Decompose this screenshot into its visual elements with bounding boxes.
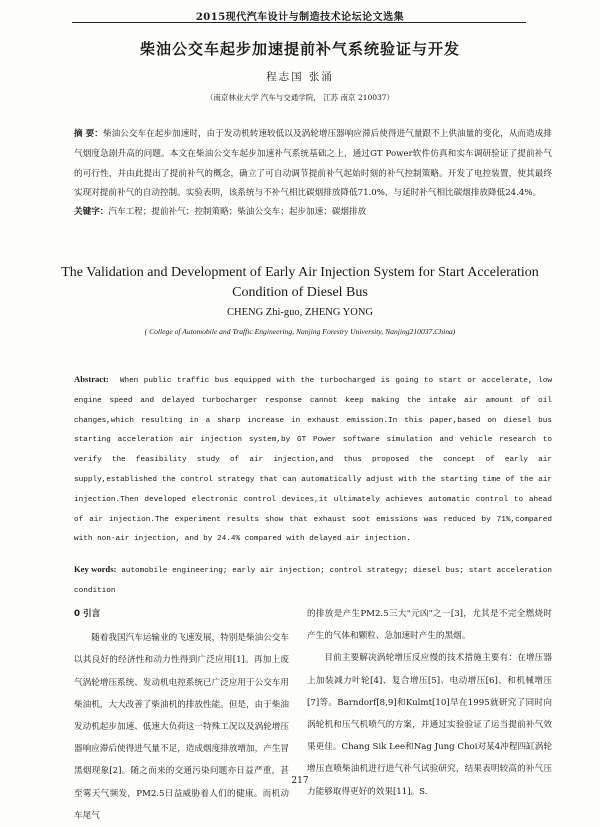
header-rule (72, 22, 526, 23)
section-heading-introduction: 0 引言 (74, 609, 101, 619)
english-authors: CHENG Zhi-guo, ZHENG YONG (226, 307, 373, 318)
english-keywords-text: automobile engineering; early air injection; control strategy; diesel bus; start acceleration condition (74, 567, 552, 595)
english-abstract-label: Abstract: (74, 374, 109, 384)
running-header: 2015现代汽车设计与制造技术论坛论文选集 (195, 12, 405, 23)
english-keywords (74, 560, 552, 602)
chinese-abstract (74, 125, 552, 204)
english-abstract (74, 370, 552, 550)
chinese-affiliation: （南京林业大学 汽车与交通学院， 江苏 南京 210037） (205, 93, 395, 102)
chinese-abstract-text: 柴油公交车在起步加速时，由于发动机转速较低以及涡轮增压器响应滞后使得进气量跟不上供油量的变化，从而造成排气烟度急剧升高的问题。本文在柴油公交车起步加速补气系统基础之上，通过GT Power软件仿真和实车调研验证了提前补气的可行性，并由此提出了提前补气的概念，确立了可自动调节提前补气起始时刻的补气控制策略。开发了电控装置，使其最终实现对提前补气的自动控制。实验表明，该系统与不补气相比碳烟排放降低71.0%，与延时补气相比碳烟排放降低24.4%。 (74, 129, 552, 199)
english-abstract-text: When public traffic bus equipped with the turbocharged is going to start or accelerate, low engine speed and delayed turbocharger response cannot keep making the intake air amount of oil changes,which resulting in a sharp increase in exhaust emission.In this paper,based on diesel bus starting acceleration air injection system,by GT Power software simulation and vehicle research to verify the feasibility study of air injection,and thus proposed the concept of early air supply,established the control strategy that can automatically adjust with the starting time of the air injection.Then developed electronic control devices,it ultimately achieves automatic control to ahead of air injection.The experiment results show that exhaust soot emissions was reduced by 71%,compared with non-air injection, and by 24.4% compared with delayed air injection. (74, 377, 552, 544)
chinese-authors: 程志国 张涌 (266, 71, 334, 83)
english-title-line1: The Validation and Development of Early Air Injection System for Start Acceleration (61, 265, 539, 280)
english-title (0, 263, 600, 303)
page-number: 217 (291, 776, 309, 786)
chinese-title: 柴油公交车起步加速提前补气系统验证与开发 (139, 40, 460, 58)
chinese-keywords (74, 203, 552, 223)
chinese-abstract-label: 摘 要： (74, 129, 103, 139)
introduction-paragraph-2: 目前主要解决涡轮增压反应慢的技术措施主要有：在增压器上加装减力叶轮[4]、复合增压[5]、电动增压[6]、和机械增压[7]等。Barndorf[8,9]和Kulmt[10]早在1995就研究了同时向涡轮机和压气机喷气的方案，并通过实验验证了运当提前补气效果更佳。Chang Sik Lee和Nag Jung Choi对某4冲程四缸涡轮增压直喷柴油机进行进气补气试验研究，结果表明较高的补气压力能够取得更好的效果[11]。S. (307, 653, 552, 797)
chinese-keywords-text: 汽车工程；提前补气；控制策略；柴油公交车；起步加速；碳烟排放 (108, 207, 367, 217)
introduction-paragraph-continued: 的排放是产生PM2.5三大"元凶"之一[3]，尤其是不完全燃烧时产生的气体和颗粒、急加速时产生的黑烟。 (307, 609, 552, 642)
chinese-keywords-label: 关键字： (74, 207, 109, 217)
english-keywords-label: Key words: (74, 564, 117, 574)
english-title-line2: Condition of Diesel Bus (232, 285, 368, 300)
body-column-left (74, 603, 289, 827)
english-affiliation: ( College of Automobile and Traffic Engineering, Nanjing Forestry University, Nanjing210037,China) (144, 327, 456, 336)
body-column-right (307, 603, 552, 803)
introduction-paragraph: 随着我国汽车运输业的飞速发展，特别是柴油公交车以其良好的经济性和动力性得到广泛应用[1]。再加上废气涡轮增压系统、发动机电控系统已广泛应用于公交车用柴油机，大大改善了柴油机的排放性能。但是，由于柴油发动机起步加速、低速大负荷这一特殊工况以及涡轮增压器响应滞后使得进气量不足，造成烟度排放增加，产生冒黑烟现象[2]。随之而来的交通污染问题亦日益严重，甚至雾天气频发，PM2.5日益威胁着人们的健康。而机动车尾气 (74, 633, 289, 821)
